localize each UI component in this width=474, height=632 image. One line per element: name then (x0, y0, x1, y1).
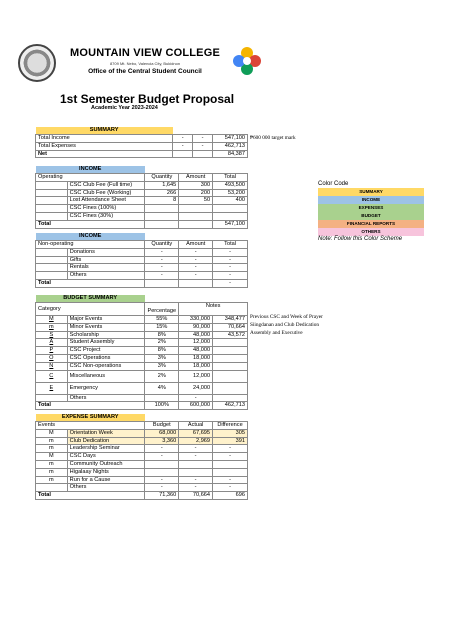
table-header-row: Non-operating Quantity Amount Total (36, 241, 248, 249)
expense-summary-header: EXPENSE SUMMARY (36, 414, 145, 422)
table-row: m Club Dedication 3,360 2,969 391 (36, 437, 248, 445)
table-row: M Major Events 55% 330,000 348,477 (36, 316, 248, 324)
table-row: CSC Fines (100%) (36, 205, 248, 213)
budget-summary-table (35, 295, 248, 410)
academic-year: Academic Year 2023-2024 (91, 105, 158, 111)
table-row: M CSC Days - - - (36, 453, 248, 461)
income-header: INCOME (36, 166, 145, 174)
table-row: M Orientation Week 68,000 67,695 305 (36, 429, 248, 437)
color-code-note: Note: Follow this Color Scheme (318, 236, 403, 242)
income-header: INCOME (36, 233, 145, 241)
income-operating-table (35, 166, 248, 229)
color-code-financial-reports: FINANCIAL REPORTS (318, 220, 424, 228)
table-row: Gifts - - - (36, 256, 248, 264)
table-header-row: Operating Quantity Amount Total (36, 174, 248, 182)
summary-header: SUMMARY (36, 127, 173, 135)
table-row: CSC Club Fee (Working) 266 200 53,200 (36, 189, 248, 197)
college-name: MOUNTAIN VIEW COLLEGE (69, 47, 221, 59)
table-row: Others - (36, 394, 248, 402)
table-row: Lost Attendance Sheet 8 50 400 (36, 197, 248, 205)
table-row: m Community Outreach (36, 460, 248, 468)
table-row: N CSC Non-operations 3% 18,000 (36, 362, 248, 370)
total-row: Total 547,100 (36, 220, 248, 228)
color-code-title: Color Code (318, 181, 349, 187)
table-row: E Emergency 4% 24,000 (36, 382, 248, 394)
table-row: m Run for a Cause - - - (36, 476, 248, 484)
csc-logo-icon (232, 46, 262, 76)
table-row: m Minor Events 15% 90,000 70,664 (36, 323, 248, 331)
total-row: Total 100% 600,000 462,713 (36, 402, 248, 410)
total-row: Total - (36, 279, 248, 287)
budget-summary-header: BUDGET SUMMARY (36, 295, 145, 303)
college-address: 8709 Mt. Nebo, Valencia City, Bukidnon (109, 61, 181, 66)
table-row: Total Expenses - - 462,713 (36, 142, 248, 150)
table-header-row: Category Percentage Notes (36, 303, 248, 316)
target-note: ₱600 000 target mark (250, 135, 296, 141)
summary-table (35, 127, 248, 158)
color-code-expenses: EXPENSES (318, 204, 424, 212)
office-name: Office of the Central Student Council (88, 68, 202, 75)
table-row: Rentals - - - (36, 264, 248, 272)
table-row: m Higalaay Nights (36, 468, 248, 476)
table-row: Total Income - - 547,100 (36, 135, 248, 143)
table-row: Donations - - - (36, 248, 248, 256)
budget-note: Siingdanan and Club Dedication (250, 322, 319, 328)
table-header-row: Events Budget Actual Difference (36, 422, 248, 430)
table-row: S Scholarship 8% 48,000 43,572 (36, 331, 248, 339)
total-row: Total 71,360 70,664 696 (36, 492, 248, 500)
table-row: CSC Fines (30%) (36, 212, 248, 220)
table-row: P CSC Project 8% 48,000 (36, 347, 248, 355)
budget-note: Assembly and Executive (250, 330, 303, 336)
color-code-others: OTHERS (318, 228, 424, 236)
table-row: O CSC Operations 3% 18,000 (36, 354, 248, 362)
table-row: A Student Assembly 2% 12,000 (36, 339, 248, 347)
table-row: CSC Club Fee (Full time) 1,645 300 493,500 (36, 181, 248, 189)
income-nonoperating-table (35, 233, 248, 288)
table-row: C Miscellaneous 2% 12,000 (36, 370, 248, 382)
table-row: m Leadership Seminar - - - (36, 445, 248, 453)
table-row: Others - - - (36, 272, 248, 280)
color-code-income: INCOME (318, 196, 424, 204)
color-code-budget: BUDGET (318, 212, 424, 220)
table-row: Net 84,387 (36, 150, 248, 158)
color-code-summary: SUMMARY (318, 188, 424, 196)
table-row: Others - - - (36, 484, 248, 492)
document-title: 1st Semester Budget Proposal (60, 92, 235, 106)
expense-summary-table (35, 414, 248, 500)
college-seal-icon (18, 44, 56, 82)
budget-note: Previous CSC and Week of Prayer (250, 314, 323, 320)
